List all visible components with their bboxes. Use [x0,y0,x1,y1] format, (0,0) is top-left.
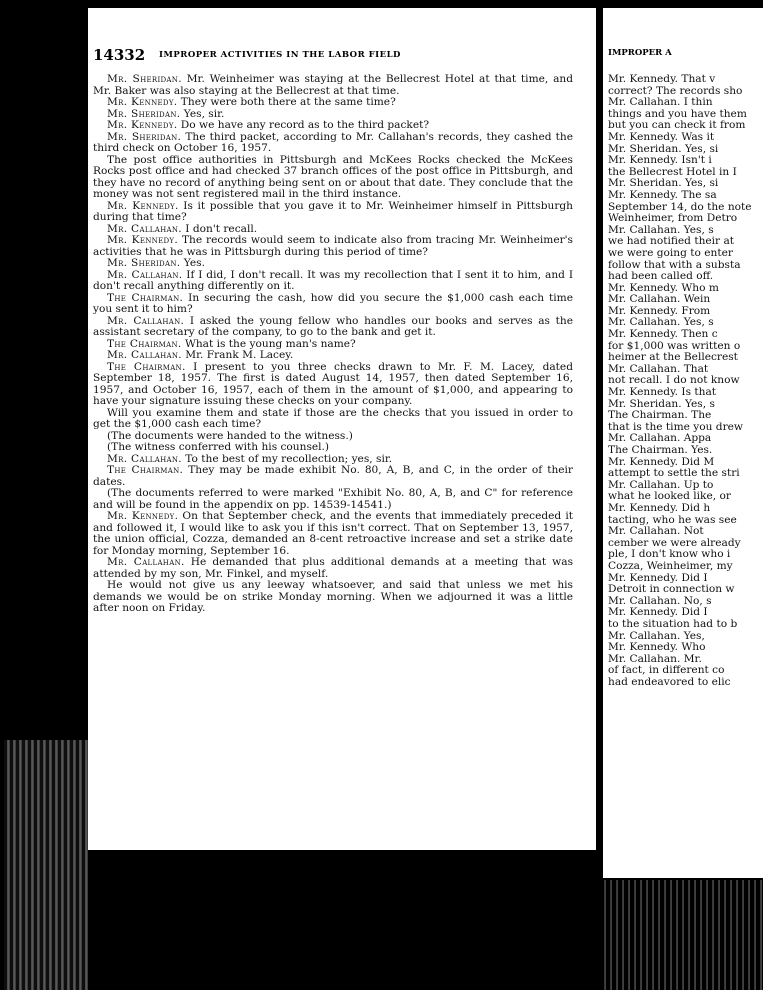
right-page-line: for $1,000 was written o [608,340,741,352]
paragraph-text: Mr. Weinheimer was staying at the Bellecrest Hotel at that time, and Mr. Baker was also staying at the Bellecrest at that time. [93,73,573,97]
right-page-line: Mr. Kennedy. Who m [608,282,719,294]
right-page-line: Mr. Kennedy. From [608,305,711,317]
right-page-line: Mr. Kennedy. Isn't i [608,155,712,167]
transcript-body [93,74,573,615]
right-page-line: correct? The records sho [608,85,743,97]
right-page-line: The Chairman. Yes. [608,445,713,456]
right-page-line: Mr. Kennedy. The sa [608,189,717,201]
speaker-name: Mr. Callahan. [107,349,182,361]
right-page-line: Mr. Kennedy. Did I [608,607,708,619]
right-page-line: Mr. Sheridan. Yes, si [608,143,719,155]
transcript-paragraph [93,465,573,488]
transcript-paragraph [93,293,573,316]
running-head: IMPROPER ACTIVITIES IN THE LABOR FIELD [159,50,401,60]
right-page-line: Mr. Callahan. Not [608,526,704,538]
speaker-name: Mr. Kennedy. [107,199,179,212]
paragraph-text: (The documents referred to were marked "Exhibit No. 80, A, B, and C" for reference and will be found in the appendix on pp. 14539-14541.) [93,487,573,511]
speaker-name: Mr. Callahan. [107,556,185,568]
right-page-line: Weinheimer, from Detro [608,213,738,225]
right-page-line: Mr. Kennedy. Was it [608,131,715,143]
page-header [93,46,578,66]
speaker-name: Mr. Sheridan. [107,130,182,143]
speaker-name: Mr. Callahan. [107,268,183,281]
paragraph-text: Yes. [180,257,205,269]
speaker-name: Mr. Callahan. [107,222,182,235]
transcript-paragraph [93,362,573,408]
paragraph-text: If I did, I don't recall. It was my recollection that I sent it to him, and I don't recall anything differently on it. [93,268,573,292]
paragraph-text: The third packet, according to Mr. Callahan's records, they cashed the third check on October 16, 1957. [93,130,573,154]
paragraph-text: Mr. Frank M. Lacey. [181,349,294,361]
right-page-line: Mr. Callahan. Yes, s [608,317,714,329]
right-page-line: Mr. Kennedy. That v [608,74,716,85]
speaker-name: Mr. Callahan. [107,314,185,327]
right-page-line: had been called off. [608,271,714,283]
right-page-line: tacting, who he was see [608,514,737,526]
right-page-line: we had notified their at [608,236,735,248]
right-page-line: Mr. Callahan. Wein [608,294,711,306]
right-page-line: Mr. Sheridan. Yes, si [608,178,719,190]
paragraph-text: What is the young man's name? [181,337,356,350]
right-page-line: things and you have them [608,108,747,120]
transcript-paragraph [93,408,573,431]
paragraph-text: They may be made exhibit No. 80, A, B, and C, in the order of their dates. [93,464,573,488]
right-page-line: the Bellecrest Hotel in I [608,166,737,178]
paragraph-text: Yes, sir. [180,107,225,120]
paragraph-text: On that September check, and the events that immediately preceded it and followed it, I would like to ask you if this isn't correct. That on September 13, 1957, the union official, Cozza, demanded an 8-cent retroactive increase and set a strike date for Monday morning, September 16. [93,510,573,557]
right-page-line: Mr. Callahan. Mr. [608,653,702,665]
paragraph-text: Is it possible that you gave it to Mr. Weinheimer himself in Pittsburgh during that time? [93,199,573,223]
right-running-head: IMPROPER A [608,48,672,58]
transcript-paragraph [93,557,573,580]
paragraph-text: I don't recall. [181,222,258,235]
paragraph-text: They were both there at the same time? [177,96,396,108]
speaker-name: Mr. Kennedy. [107,96,178,108]
speaker-name: Mr. Sheridan. [107,107,181,120]
right-page-line: Mr. Callahan. I thin [608,97,713,109]
speaker-name: The Chairman. [107,464,184,476]
paragraph-text: I present to you three checks drawn to Mr. F. M. Lacey, dated September 18, 1957. The first is dated August 14, 1957, then dated September 16, 1957, and October 16, 1957, each of them in the amount of $1,000, and appearing to have your signature issuing these checks on your company. [93,360,573,407]
right-page-line: Mr. Callahan. That [608,363,709,375]
right-page-line: to the situation had to b [608,618,738,630]
transcript-paragraph [93,235,573,258]
transcript-paragraph [93,155,573,201]
right-page-line: follow that with a substa [608,259,741,271]
scan-edge-artifact [4,740,88,990]
page-number: 14332 [93,46,146,64]
transcript-paragraph [93,201,573,224]
right-page-line: Mr. Kennedy. Then c [608,329,718,341]
transcript-paragraph [93,580,573,615]
right-page-line: had endeavored to elic [608,676,731,688]
speaker-name: Mr. Kennedy. [107,510,179,522]
right-page-line: Mr. Kennedy. Is that [608,387,717,399]
paragraph-text: Will you examine them and state if those are the checks that you issued in order to get the $1,000 cash each time? [93,406,573,430]
scan-edge-artifact-right [600,880,763,990]
speaker-name: The Chairman. [107,291,184,304]
paragraph-text: In securing the cash, how did you secure the $1,000 cash each time you sent it to him? [93,291,573,315]
paragraph-text: I asked the young fellow who handles our books and serves as the assistant secretary of the company, to go to the bank and get it. [93,314,574,338]
right-page-line: Mr. Callahan. No, s [608,595,712,607]
right-page-line: that is the time you drew [608,421,743,433]
right-page-line: Mr. Sheridan. Yes, s [608,398,715,410]
right-page-line: heimer at the Bellecrest [608,352,738,364]
right-page-line: Detroit in connection w [608,584,735,596]
paragraph-text: Do we have any record as to the third packet? [177,119,430,131]
transcript-paragraph [93,316,573,339]
right-page-line: Mr. Callahan. Yes, [608,630,705,642]
right-page-line: but you can check it from [608,120,746,132]
speaker-name: Mr. Sheridan. [107,73,182,85]
speaker-name: Mr. Kennedy. [107,119,178,131]
right-page-line: Mr. Kennedy. Who [608,642,706,654]
right-page-line: what he looked like, or [608,491,731,503]
speaker-name: Mr. Callahan. [107,452,182,465]
paragraph-text: The records would seem to indicate also from tracing Mr. Weinheimer's activities that he was in Pittsburgh during this period of time? [93,234,573,258]
speaker-name: Mr. Sheridan. [107,257,181,269]
right-page-line: of fact, in different co [608,665,725,677]
speaker-name: The Chairman. [107,360,186,373]
right-page-line: Mr. Callahan. Up to [608,479,714,491]
right-page-line: Mr. Kennedy. Did I [608,572,708,584]
transcript-paragraph [93,511,573,557]
speaker-name: The Chairman. [107,337,182,350]
paragraph-text: To the best of my recollection; yes, sir. [181,452,393,465]
right-page-line: Mr. Callahan. Yes, s [608,224,714,236]
transcript-paragraph [93,74,573,97]
paragraph-text: He demanded that plus additional demands at a meeting that was attended by my son, Mr. Finkel, and myself. [93,556,574,580]
right-page-line: ple, I don't know who i [608,549,731,561]
right-page-line: we were going to enter [608,247,733,259]
right-page-line: Mr. Kennedy. Did h [608,502,711,514]
paragraph-text: The post office authorities in Pittsburgh and McKees Rocks checked the McKees Rocks post office and had checked 37 branch offices of the post office in Pittsburgh, and they have no record of anything being sent on or about that date. They conclude that the money was not sent registered mail in the third instance. [93,153,573,200]
right-page-line: September 14, do the note [608,201,752,213]
paragraph-text: (The witness conferred with his counsel.) [107,441,330,453]
right-page-line: not recall. I do not know [608,375,740,387]
right-page-body [608,74,763,688]
transcript-paragraph [93,132,573,155]
right-page-line: Cozza, Weinheimer, my [608,560,733,572]
right-page-line: cember we were already [608,537,741,549]
right-page-line: The Chairman. The [608,410,712,422]
right-page-line: attempt to settle the stri [608,468,740,480]
transcript-paragraph [93,488,573,511]
right-page-line: Mr. Kennedy. Did M [608,456,715,468]
right-page-line: Mr. Callahan. Appa [608,433,712,445]
paragraph-text: (The documents were handed to the witness.) [107,429,353,442]
speaker-name: Mr. Kennedy. [107,234,179,246]
transcript-paragraph [93,270,573,293]
paragraph-text: He would not give us any leeway whatsoever, and said that unless we met his demands we would be on strike Monday morning. When we adjourned it was a little after noon on Friday. [93,579,573,614]
